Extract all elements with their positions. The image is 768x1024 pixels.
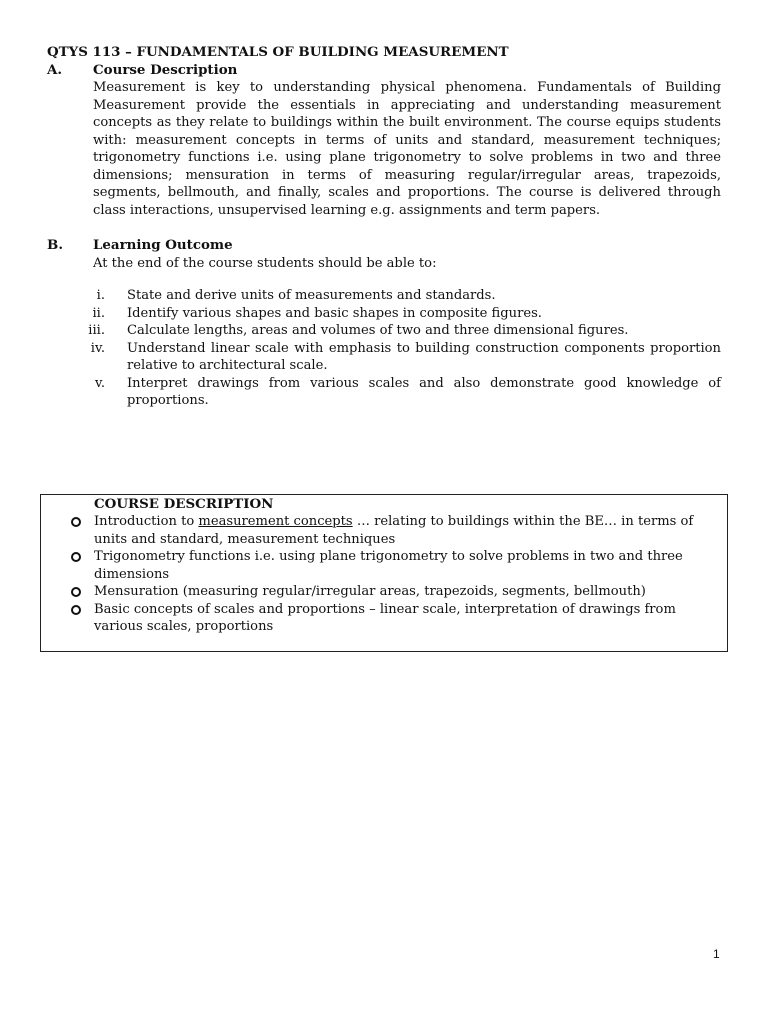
outcome-text: Calculate lengths, areas and volumes of two and three dimensional figures. — [127, 323, 629, 338]
outcome-number: v. — [94, 375, 105, 391]
outcome-text: Identify various shapes and basic shapes in composite figures. — [127, 305, 542, 321]
box-bullet-item — [69, 583, 719, 601]
hollow-circle-bullet-icon — [71, 517, 81, 527]
learning-outcome-intro: At the end of the course students should be able to: — [93, 256, 437, 271]
outcome-text: State and derive units of measurements and standards. — [127, 288, 496, 303]
outcome-number: iii. — [88, 323, 105, 338]
bullet-text: Basic concepts of scales and proportions – linear scale, interpretation of drawings from various scales, proportions — [94, 601, 676, 634]
bullet-text: Trigonometry functions i.e. using plane trigonometry to solve problems in two and three dimensions — [94, 549, 683, 582]
outcome-item — [60, 287, 721, 305]
course-description-box — [40, 494, 728, 652]
course-description-paragraph: Measurement is key to understanding physical phenomena. Fundamentals of Building Measurement provide the essentials in appreciating and understanding measurement concepts as they relate to buildings within the built environment. The course equips students with: measurement concepts in terms of units and standard, measurement techniques; trigonometry functions i.e. using plane trigonometry to solve problems in two and three dimensions; mensuration in terms of measuring regular/irregular areas, trapezoids, segments, bellmouth, and finally, scales and proportions. The course is delivered through class interactions, unsupervised learning e.g. assignments and term papers. — [93, 80, 721, 218]
outcome-text: Understand linear scale with emphasis to building construction components proportion relative to architectural scale. — [127, 340, 721, 373]
learning-outcomes-list — [60, 287, 721, 410]
section-b-letter: B. — [47, 237, 63, 253]
outcome-item — [60, 305, 721, 323]
underlined-phrase: measurement concepts — [198, 514, 353, 529]
bullet-text: Mensuration (measuring regular/irregular areas, trapezoids, segments, bellmouth) — [94, 584, 646, 599]
document-title: QTYS 113 – FUNDAMENTALS OF BUILDING MEASUREMENT — [47, 44, 509, 60]
outcome-number: i. — [96, 288, 105, 303]
box-bullet-item — [69, 601, 719, 636]
box-title: COURSE DESCRIPTION — [94, 496, 274, 512]
box-bullet-item — [69, 513, 719, 548]
outcome-item — [60, 375, 721, 410]
section-b-title: Learning Outcome — [93, 237, 233, 253]
outcome-number: iv. — [90, 340, 105, 356]
outcome-number: ii. — [92, 305, 105, 321]
hollow-circle-bullet-icon — [71, 587, 81, 597]
bullet-text-prefix: Introduction to — [94, 514, 199, 529]
box-bullet-list — [69, 513, 719, 636]
hollow-circle-bullet-icon — [71, 605, 81, 615]
section-a-letter: A. — [47, 62, 63, 78]
bullet-text-suffix: … relating to buildings within the BE… in terms of units and standard, measurement techniques — [94, 514, 694, 547]
outcome-text: Interpret drawings from various scales and also demonstrate good knowledge of proportions. — [127, 375, 721, 408]
page-number: 1 — [713, 947, 720, 961]
hollow-circle-bullet-icon — [71, 552, 81, 562]
box-bullet-item — [69, 548, 719, 583]
outcome-item — [60, 340, 721, 375]
section-a-title: Course Description — [93, 62, 238, 78]
outcome-item — [60, 322, 721, 340]
